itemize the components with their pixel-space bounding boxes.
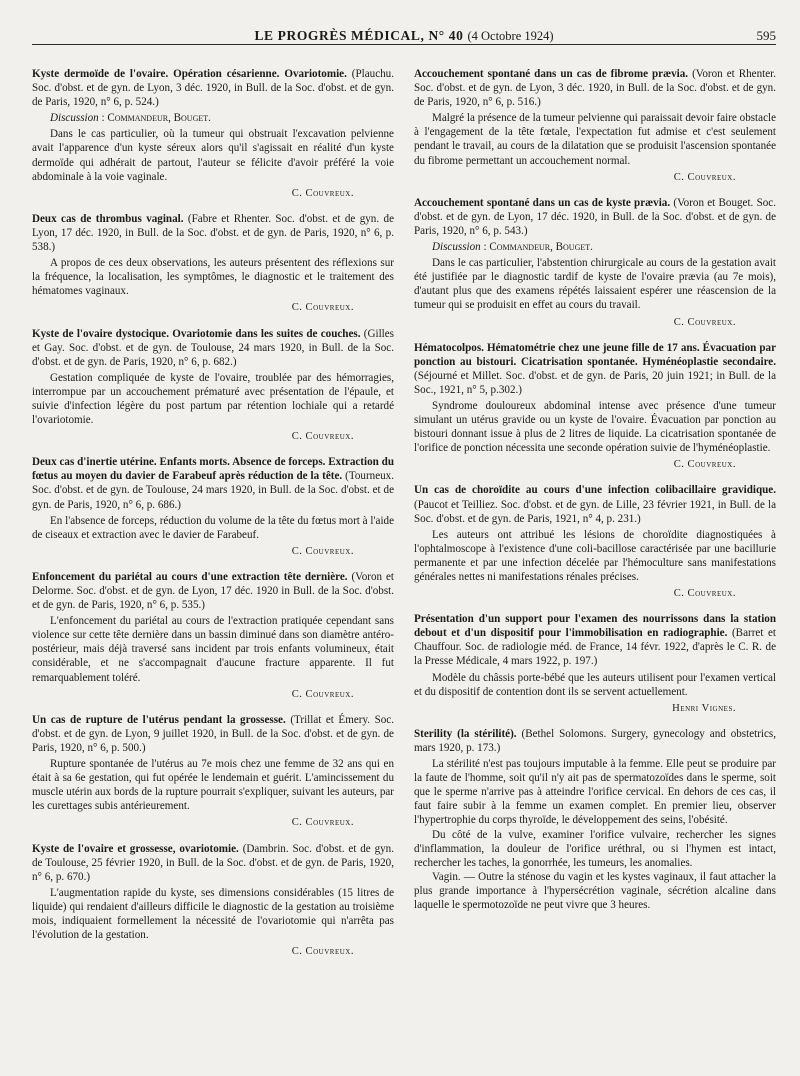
entry-signature: C. Couvreux. — [291, 688, 354, 700]
entry-heading — [414, 196, 776, 238]
entry-abstract: La stérilité n'est pas toujours imputable à la femme. Elle peut se produire par la faute de l'homme, soit qu'il n'y ait pas de spermatozoïdes dans le sperme, soit que le sperme n'arrive pas à atteindre l'orifice cervical. En dehors de ces cas, il faut faire subir à la femme un examen complet. En premier lieu, observer l'hypertrophie du corps thyroïde, le développement des seins, l'obésité. — [414, 758, 776, 827]
abstract-entry — [32, 842, 394, 960]
entry-citation: (Paucot et Teilliez. Soc. d'obst. et de gyn. de Lille, 23 février 1921, in Bull. de la Soc. d'obst. et de gyn. de Paris, 1921, n° 4, p. 231.) — [414, 498, 776, 525]
journal-title: LE PROGRÈS MÉDICAL, N° 40 — [254, 28, 464, 43]
entry-title: Deux cas d'inertie utérine. Enfants morts. Absence de forceps. Extraction du fœtus au moyen du davier de Farabeuf après réduction de la tête. — [32, 456, 394, 483]
entry-heading — [414, 483, 776, 525]
entry-heading — [414, 341, 776, 397]
entry-title: Un cas de choroïdite au cours d'une infection colibacillaire gravidique. — [414, 484, 776, 497]
entry-title: Deux cas de thrombus vaginal. — [32, 212, 184, 225]
entry-signature: C. Couvreux. — [291, 431, 354, 443]
entry-signature: Henri Vignes. — [672, 702, 736, 714]
entry-signature: C. Couvreux. — [291, 302, 354, 314]
entry-title: Hématocolpos. Hématométrie chez une jeune fille de 17 ans. Évacuation par ponction au bistouri. Cicatrisation spontanée. Hyménéoplastie secondaire. — [414, 341, 776, 368]
entry-title: Accouchement spontané dans un cas de kyste prævia. — [414, 196, 671, 209]
entry-title: Un cas de rupture de l'utérus pendant la grossesse. — [32, 713, 286, 726]
entry-abstract: Dans le cas particulier, l'abstention chirurgicale au cours de la gestation avait été justifiée par le diagnostic tardif de kyste de l'ovaire prævia (au 7e mois), d'autant plus que des examens répétés laissaient espérer une réascension de la tumeur qui se produisit en effet au cours du travail. — [414, 257, 776, 312]
entry-citation: (Tourneux. Soc. d'obst. et de gyn. de Toulouse, 24 mars 1920, in Bull. de la Soc. d'obst. et de gyn. de Paris, 1920, n° 6, p. 686.) — [32, 470, 394, 511]
entry-abstract: Dans le cas particulier, où la tumeur qui obstruait l'excavation pelvienne avait l'apparence d'un kyste séreux alors qu'il s'agissait en réalité d'un kyste dermoïde qui adhérait de partout, l'auteur se félicite d'avoir préféré la voie abdominale à la voie vaginale. — [32, 128, 394, 183]
entry-citation: (Bethel Solomons. Surgery, gynecology and obstetrics, mars 1920, p. 173.) — [414, 727, 776, 754]
abstract-entry — [414, 67, 776, 185]
abstract-entry — [32, 713, 394, 831]
abstract-entry — [414, 483, 776, 601]
entry-title: Accouchement spontané dans un cas de fibrome prævia. — [414, 68, 689, 80]
entry-heading — [32, 842, 394, 884]
entry-signature: C. Couvreux. — [673, 171, 736, 183]
entry-abstract: En l'absence de forceps, réduction du volume de la tête du fœtus mort à l'aide de ciseaux et extraction avec le davier de Farabeuf. — [32, 514, 394, 541]
abstract-entry — [32, 327, 394, 445]
entry-heading — [32, 327, 394, 369]
entry-title: Présentation d'un support pour l'examen des nourrissons dans la station debout et d'un dispositif pour l'immobilisation en radiographie. — [414, 613, 776, 640]
entry-citation: (Trillat et Émery. Soc. d'obst. et de gyn. de Lyon, 9 juillet 1920, in Bull. de la Soc. d'obst. et de gyn. de Paris, 1920, n° 6, p. 500.) — [32, 713, 394, 754]
page-number: 595 — [756, 28, 776, 43]
entry-heading — [414, 727, 776, 755]
discussion-label: Discussion — [432, 241, 481, 254]
entry-citation: (Fabre et Rhenter. Soc. d'obst. et de gyn. de Lyon, 17 déc. 1920, in Bull. de la Soc. d'obst. et de gyn. de Paris, 1920, n° 6, p. 538.) — [32, 212, 395, 254]
entry-abstract: Les auteurs ont attribué les lésions de choroïdite diagnostiquées à l'ophtalmoscope à l'existence d'une coli-bacillose caractérisée par une bacillurie permanente et par une infection décelée par l'hémoculture sans manifestations générales nettes ni manifestations rénales précises. — [414, 528, 776, 583]
abstract-entry — [32, 570, 394, 702]
entry-signature: C. Couvreux. — [673, 588, 736, 600]
entry-abstract: Modèle du châssis porte-bébé que les auteurs utilisent pour l'examen vertical et du dispositif de contention dont ils se servent actuellement. — [414, 671, 776, 698]
entry-heading — [414, 612, 776, 668]
running-title — [32, 28, 776, 44]
entry-signature: C. Couvreux. — [673, 316, 736, 328]
entry-discussion — [432, 240, 776, 254]
entry-abstract-continued: Du côté de la vulve, examiner l'orifice vulvaire, rechercher les signes d'inflammation, la douleur de l'orifice uréthral, ou si l'hymen est intact, rechercher les taches, la gonorrhée, les tumeurs, les anomalies. — [414, 828, 776, 869]
two-column-body — [32, 67, 776, 970]
entry-citation: (Séjourné et Millet. Soc. d'obst. et de gyn. de Paris, 20 juin 1921; in Bull. de la Soc., 1921, n° 5, p.302.) — [414, 369, 776, 396]
entry-title: Sterility (la stérilité). — [414, 727, 517, 740]
entry-discussion — [50, 111, 394, 125]
entry-title: Kyste dermoïde de l'ovaire. Opération césarienne. Ovariotomie. — [32, 68, 347, 80]
entry-signature: C. Couvreux. — [291, 545, 354, 557]
issue-date: (4 Octobre 1924) — [467, 29, 554, 43]
entry-abstract: L'augmentation rapide du kyste, ses dimensions considérables (15 litres de liquide) qui rendaient d'ailleurs difficile le diagnostic de la gestation au troisième mois, indiquaient formellement la nécessité de l'ovariotomie qui n'arrêta pas l'évolution de la gestation. — [32, 886, 394, 942]
entry-citation: (Voron et Delorme. Soc. d'obst. et de gyn. de Lyon, 17 déc. 1920 in Bull. de la Soc. d'obst. et de gyn. de Paris, 1920, n° 6, p. 535.) — [32, 570, 395, 612]
abstract-entry — [414, 196, 776, 330]
abstract-entry — [414, 727, 776, 912]
entry-signature: C. Couvreux. — [291, 817, 354, 829]
abstract-entry — [414, 612, 776, 716]
discussion-names: : Commandeur, Bouget. — [483, 241, 593, 254]
entry-citation: (Barret et Chauffour. Soc. de radiologie méd. de France, 14 févr. 1922, d'après le C. R. de la Presse Médicale, 4 mars 1922, p. 197.) — [414, 627, 776, 668]
entry-heading — [32, 67, 394, 109]
entry-citation: (Dambrin. Soc. d'obst. et de gyn. de Toulouse, 25 février 1920, in Bull. de la Soc. d'obst. et de gyn. de Paris, 1920, n° 6, p. 670.) — [32, 842, 395, 883]
entry-abstract: L'enfoncement du pariétal au cours de l'extraction pratiquée cependant sans violence sur cette tête dernière dans un bassin diminué dans son diamètre antéro-postérieur, mais déjà traversé sans incident par trois enfants volumineux, était considérable, et ne s'accompagnait d'aucune fracture apparente. Il fut remarquablement toléré. — [32, 615, 394, 684]
discussion-label: Discussion — [50, 112, 99, 125]
entry-title: Enfoncement du pariétal au cours d'une extraction tête dernière. — [32, 570, 348, 583]
entry-citation: (Plauchu. Soc. d'obst. et de gyn. de Lyon, 3 déc. 1920, in Bull. de la Soc. d'obst. et de gyn. de Paris, 1920, n° 6, p. 524.) — [32, 68, 394, 109]
discussion-names: : Commandeur, Bouget. — [101, 112, 211, 125]
entry-citation: (Voron et Bouget. Soc. d'obst. et de gyn. de Lyon, 17 déc. 1920, in Bull. de la Soc. d'obst. et de gyn. de Paris, 1920, n° 6, p. 543.) — [414, 196, 776, 237]
entry-heading — [32, 570, 394, 612]
abstract-entry — [32, 67, 394, 201]
entry-heading — [32, 713, 394, 755]
entry-citation: (Voron et Rhenter. Soc. d'obst. et de gyn. de Lyon, 3 déc. 1920, in Bull. de la Soc. d'obst. et de gyn. de Paris, 1920, n° 6, p. 516.) — [414, 68, 777, 109]
entry-abstract-continued: Vagin. — Outre la sténose du vagin et les kystes vaginaux, il faut attacher la plus grande importance à l'hypersécrétion vaginale, sécrétion alcaline dans laquelle le spermotozoïde ne peut vivre que 3 heures. — [414, 870, 776, 911]
running-header — [32, 0, 776, 45]
entry-abstract: Gestation compliquée de kyste de l'ovaire, troublée par des hémorragies, interrompue par un accouchement prématuré avec présentation de l'épaule, et suivie d'infection légère du post partum par rétention lochiale qui a retardé l'ovariotomie. — [32, 371, 394, 427]
entry-title: Kyste de l'ovaire dystocique. Ovariotomie dans les suites de couches. — [32, 327, 361, 340]
entry-abstract: A propos de ces deux observations, les auteurs présentent des réflexions sur la fréquence, la localisation, les symptômes, le diagnostic et le traitement des hématomes vaginaux. — [32, 257, 394, 298]
entry-abstract: Malgré la présence de la tumeur pelvienne qui paraissait devoir faire obstacle à l'engagement de la tête fœtale, l'expectation fut admise et c'est seulement pendant le travail, au cours de la dilatation que se produisit l'ascension spontanée du fibrome permettant un accouchement normal. — [414, 112, 776, 167]
entry-abstract: Syndrome douloureux abdominal intense avec présence d'une tumeur simulant un utérus gravide ou un kyste de l'ovaire. Évacuation par ponction au bistouri donnant issue à plus de 2 litres de liquide. La cicatrisation spontanée de l'orifice de ponction nécessita une seconde opération suivie de l'hyménéoplastie. — [414, 399, 776, 455]
entry-abstract: Rupture spontanée de l'utérus au 7e mois chez une femme de 32 ans qui en était à sa 6e gestation, qui fut opérée le lendemain et guérit. L'amincissement du muscle utérin aux bords de la rupture pourrait s'expliquer, suivant les auteurs, par les curettages subis antérieurement. — [32, 758, 394, 813]
abstract-entry — [32, 212, 394, 316]
entry-heading — [32, 455, 394, 511]
left-column — [32, 67, 394, 970]
entry-heading — [414, 67, 776, 109]
entry-heading — [32, 212, 394, 254]
right-column — [414, 67, 776, 970]
entry-signature: C. Couvreux. — [291, 187, 354, 199]
entry-citation: (Gilles et Gay. Soc. d'obst. et de gyn. de Toulouse, 24 mars 1920, in Bull. de la Soc. d'obst. et de gyn. de Paris, 1920, n° 6, p. 682.) — [32, 327, 394, 368]
abstract-entry — [414, 341, 776, 473]
entry-signature: C. Couvreux. — [673, 459, 736, 471]
entry-title: Kyste de l'ovaire et grossesse, ovariotomie. — [32, 842, 239, 855]
entry-signature: C. Couvreux. — [291, 946, 354, 958]
abstract-entry — [32, 455, 394, 559]
